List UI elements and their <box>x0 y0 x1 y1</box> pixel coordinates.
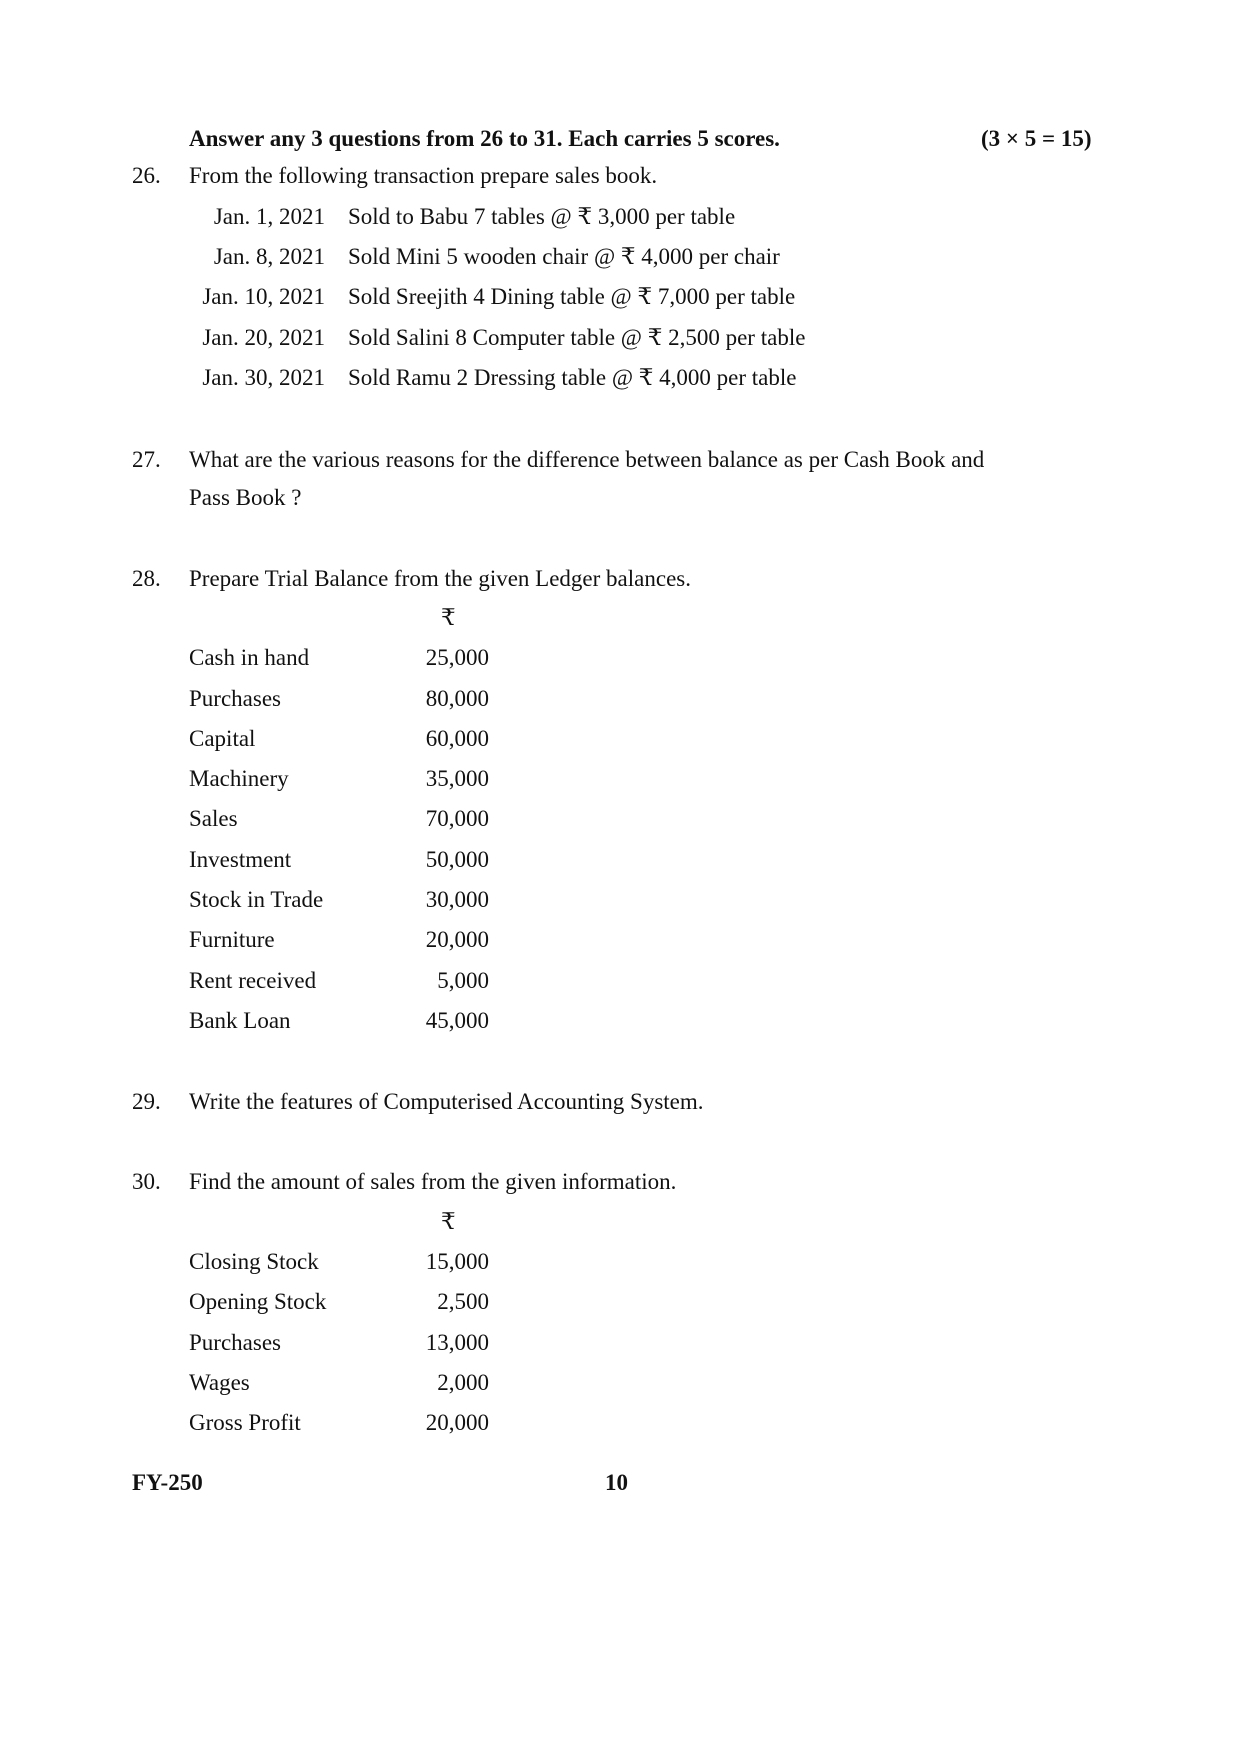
question-29-text: Write the features of Computerised Accounting System. <box>189 1089 704 1114</box>
ledger-label: Investment <box>189 847 292 872</box>
question-27-text-line2: Pass Book ? <box>189 485 302 510</box>
page-number: 10 <box>605 1470 628 1495</box>
ledger-value: 80,000 <box>425 686 489 711</box>
ledger-label: Stock in Trade <box>189 887 324 912</box>
question-27-text-line1: What are the various reasons for the difference between balance as per Cash Book and <box>189 447 985 472</box>
section-instruction: Answer any 3 questions from 26 to 31. Each carries 5 scores. <box>189 126 780 151</box>
ledger-value: 35,000 <box>425 766 489 791</box>
transaction-date: Jan. 8, 2021 <box>213 244 325 269</box>
transaction-date: Jan. 1, 2021 <box>213 204 325 229</box>
question-29-number: 29. <box>132 1089 161 1114</box>
ledger-label: Cash in hand <box>189 645 310 670</box>
ledger-label: Machinery <box>189 766 289 791</box>
section-marks: (3 × 5 = 15) <box>981 126 1092 151</box>
transaction-description: Sold to Babu 7 tables @ ₹ 3,000 per table <box>348 204 736 229</box>
info-label: Closing Stock <box>189 1249 319 1274</box>
ledger-value: 20,000 <box>425 927 489 952</box>
info-label: Purchases <box>189 1330 281 1355</box>
ledger-label: Rent received <box>189 968 317 993</box>
info-label: Opening Stock <box>189 1289 327 1314</box>
question-26-number: 26. <box>132 163 161 188</box>
ledger-value: 5,000 <box>437 968 489 993</box>
info-value: 2,000 <box>437 1370 489 1395</box>
ledger-value: 25,000 <box>425 645 489 670</box>
paper-code: FY-250 <box>132 1470 203 1495</box>
currency-symbol: ₹ <box>441 1209 456 1234</box>
ledger-value: 70,000 <box>425 806 489 831</box>
ledger-label: Purchases <box>189 686 281 711</box>
info-value: 2,500 <box>437 1289 489 1314</box>
question-30-number: 30. <box>132 1169 161 1194</box>
currency-symbol: ₹ <box>441 605 456 630</box>
transaction-date: Jan. 10, 2021 <box>202 284 325 309</box>
ledger-value: 45,000 <box>425 1008 489 1033</box>
question-28-number: 28. <box>132 566 161 591</box>
ledger-label: Sales <box>189 806 238 831</box>
info-label: Wages <box>189 1370 250 1395</box>
transaction-description: Sold Sreejith 4 Dining table @ ₹ 7,000 per table <box>348 284 796 309</box>
question-28-text: Prepare Trial Balance from the given Ledger balances. <box>189 566 691 591</box>
ledger-label: Bank Loan <box>189 1008 291 1033</box>
info-value: 20,000 <box>425 1410 489 1435</box>
info-value: 15,000 <box>425 1249 489 1274</box>
ledger-value: 50,000 <box>425 847 489 872</box>
info-value: 13,000 <box>425 1330 489 1355</box>
ledger-label: Furniture <box>189 927 275 952</box>
transaction-description: Sold Ramu 2 Dressing table @ ₹ 4,000 per table <box>348 365 797 390</box>
ledger-value: 60,000 <box>425 726 489 751</box>
transaction-description: Sold Mini 5 wooden chair @ ₹ 4,000 per chair <box>348 244 780 269</box>
question-26-text: From the following transaction prepare sales book. <box>189 163 658 188</box>
transaction-date: Jan. 20, 2021 <box>202 325 325 350</box>
transaction-date: Jan. 30, 2021 <box>202 365 325 390</box>
info-label: Gross Profit <box>189 1410 301 1435</box>
ledger-value: 30,000 <box>425 887 489 912</box>
question-27-number: 27. <box>132 447 161 472</box>
transaction-description: Sold Salini 8 Computer table @ ₹ 2,500 per table <box>348 325 806 350</box>
ledger-label: Capital <box>189 726 256 751</box>
question-30-text: Find the amount of sales from the given information. <box>189 1169 677 1194</box>
